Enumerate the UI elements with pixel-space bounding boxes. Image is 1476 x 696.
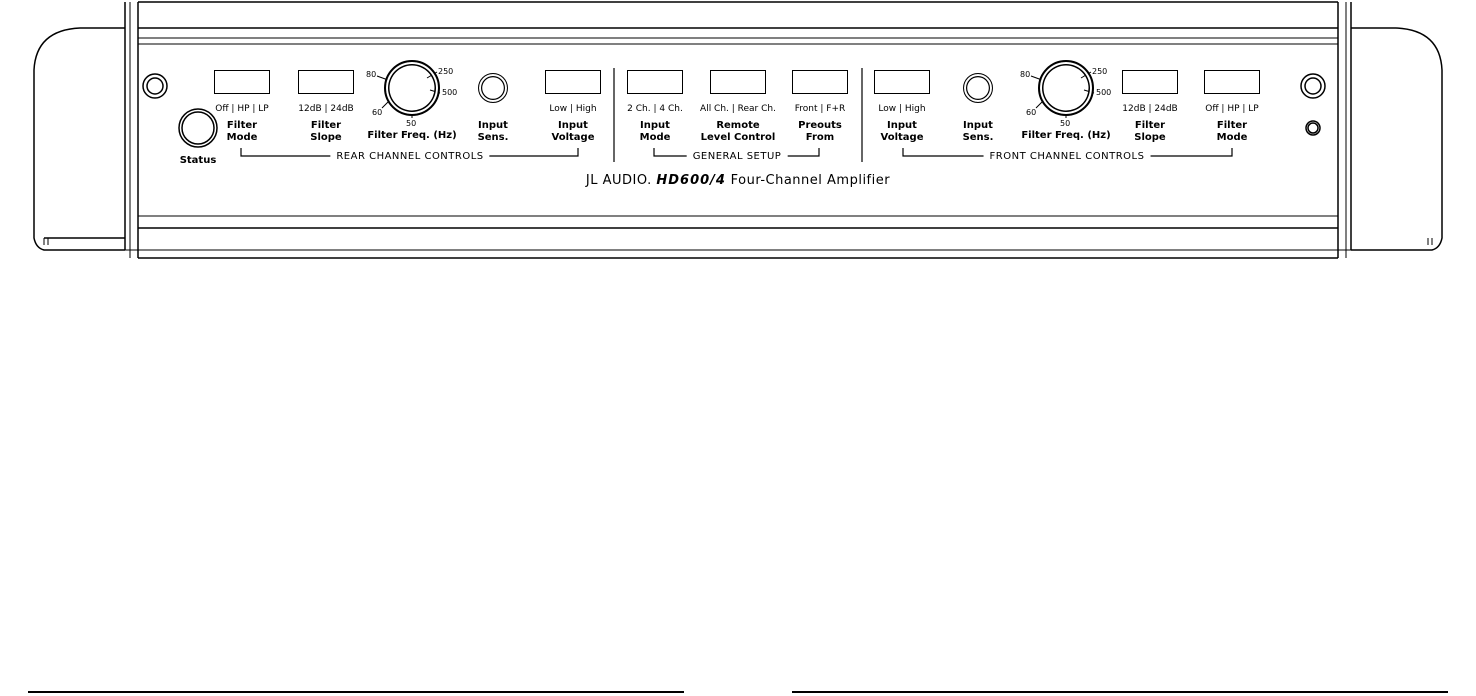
- rear-freq-tick-80: 80: [366, 70, 377, 79]
- rear-input-voltage-switch[interactable]: [545, 70, 601, 94]
- rear-freq-tick-50: 50: [406, 119, 417, 128]
- front-input-sens-title: Input Sens.: [962, 120, 994, 143]
- front-section-title: FRONT CHANNEL CONTROLS: [984, 151, 1151, 163]
- status-label: Status: [179, 155, 217, 166]
- front-input-voltage-switch[interactable]: [874, 70, 930, 94]
- bottom-rule-left: [28, 691, 684, 693]
- front-filter-mode-title: Filter Mode: [1216, 120, 1248, 143]
- preouts-switch[interactable]: [792, 70, 848, 94]
- front-filter-freq-title: Filter Freq. (Hz): [1021, 130, 1111, 141]
- input-mode-options: 2 Ch. | 4 Ch.: [627, 104, 683, 114]
- rear-filter-slope-options: 12dB | 24dB: [298, 104, 354, 114]
- rear-filter-freq-knob[interactable]: [384, 60, 440, 116]
- rear-filter-slope-switch[interactable]: [298, 70, 354, 94]
- remote-level-title: Remote Level Control: [700, 120, 776, 143]
- rear-freq-tick-60: 60: [372, 108, 383, 117]
- front-freq-tick-80: 80: [1020, 70, 1031, 79]
- brand-description: Four-Channel Amplifier: [730, 173, 891, 188]
- input-mode-switch[interactable]: [627, 70, 683, 94]
- rear-input-sens-title: Input Sens.: [477, 120, 509, 143]
- front-filter-freq-knob[interactable]: [1038, 60, 1094, 116]
- front-freq-tick-60: 60: [1026, 108, 1037, 117]
- front-filter-slope-options: 12dB | 24dB: [1122, 104, 1178, 114]
- front-filter-slope-switch[interactable]: [1122, 70, 1178, 94]
- rear-input-sens-knob[interactable]: [478, 73, 508, 103]
- general-section-title: GENERAL SETUP: [687, 151, 788, 163]
- front-filter-mode-switch[interactable]: [1204, 70, 1260, 94]
- rear-input-voltage-title: Input Voltage: [551, 120, 595, 143]
- front-freq-tick-50: 50: [1060, 119, 1071, 128]
- rear-input-voltage-options: Low | High: [549, 104, 597, 114]
- front-input-voltage-title: Input Voltage: [880, 120, 924, 143]
- rear-section-title: REAR CHANNEL CONTROLS: [330, 151, 489, 163]
- rear-filter-mode-switch[interactable]: [214, 70, 270, 94]
- remote-level-switch[interactable]: [710, 70, 766, 94]
- brand-line: [0, 173, 1476, 188]
- rear-filter-mode-title: Filter Mode: [226, 120, 258, 143]
- brand-model: HD600/4: [656, 173, 726, 188]
- preouts-title: Preouts From: [798, 120, 842, 143]
- front-input-voltage-options: Low | High: [878, 104, 926, 114]
- rear-filter-freq-title: Filter Freq. (Hz): [367, 130, 457, 141]
- rear-freq-tick-500: 500: [442, 88, 458, 97]
- rear-freq-tick-250: 250: [438, 67, 454, 76]
- front-filter-mode-options: Off | HP | LP: [1205, 104, 1259, 114]
- front-filter-slope-title: Filter Slope: [1134, 120, 1166, 143]
- rear-filter-slope-title: Filter Slope: [310, 120, 342, 143]
- input-mode-title: Input Mode: [639, 120, 671, 143]
- preouts-options: Front | F+R: [794, 104, 846, 114]
- front-input-sens-knob[interactable]: [963, 73, 993, 103]
- front-freq-tick-250: 250: [1092, 67, 1108, 76]
- bottom-rule-right: [792, 691, 1448, 693]
- rear-filter-mode-options: Off | HP | LP: [215, 104, 269, 114]
- brand-maker: JL AUDIO.: [585, 173, 652, 188]
- remote-level-options: All Ch. | Rear Ch.: [700, 104, 776, 114]
- front-freq-tick-500: 500: [1096, 88, 1112, 97]
